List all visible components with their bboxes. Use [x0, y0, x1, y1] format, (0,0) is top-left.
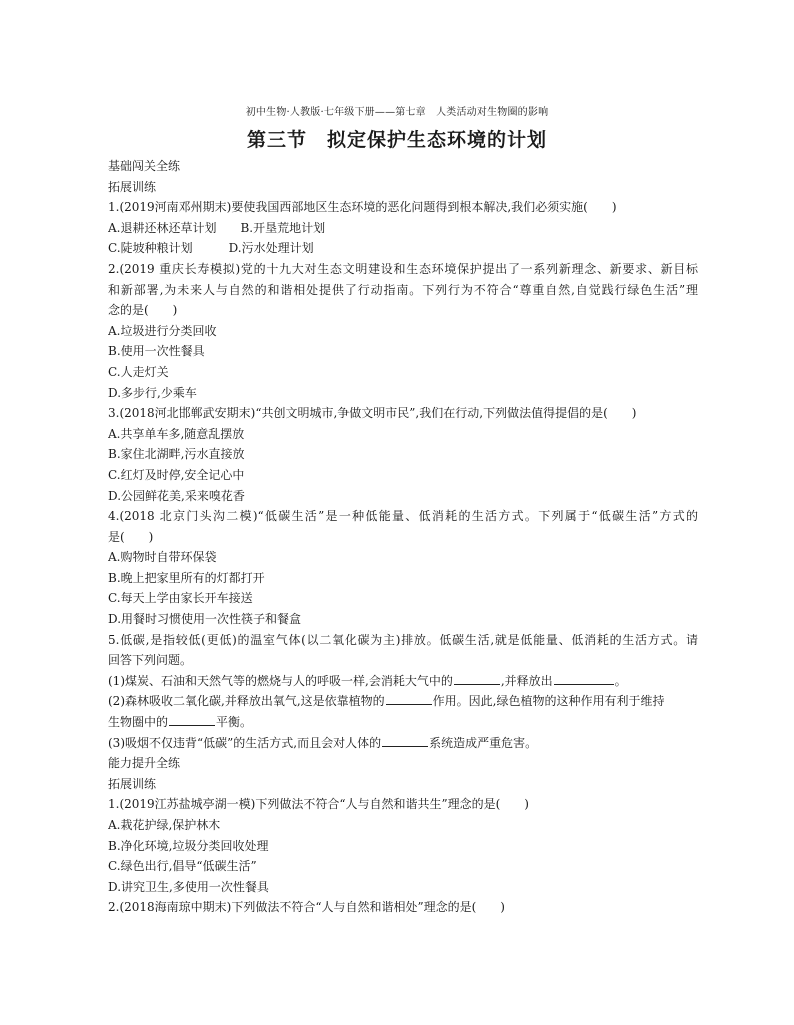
- question-5-sub-1-text: (1)煤炭、石油和天然气等的燃烧与人的呼吸一样,会消耗大气中的: [108, 673, 453, 688]
- question-5-sub-2-text: (2)森林吸收二氧化碳,并释放出氧气,这是依靠植物的: [108, 694, 385, 709]
- question-2-option: C.人走灯关: [108, 364, 169, 379]
- question-5-sub-2: [108, 691, 698, 712]
- question-3-option: D.公园鲜花美,采来嗅花香: [108, 488, 245, 503]
- document-content: [108, 156, 698, 918]
- series-header: 初中生物·人教版·七年级下册——第七章 人类活动对生物圈的影响: [245, 107, 549, 118]
- answer-blank[interactable]: [382, 734, 428, 747]
- question-2-option: D.多步行,少乘车: [108, 385, 197, 400]
- question-5-sub-2-text: 作用。因此,绿色植物的这种作用有利于维持: [432, 694, 665, 709]
- question-4-stem-line: 4.(2018 北京门头沟二模)“低碳生活”是一种低能量、低消耗的生活方式。下列属于“低碳生活”方式的: [108, 509, 698, 524]
- question-5-sub-3-text: (3)吸烟不仅违背“低碳”的生活方式,而且会对人体的: [108, 735, 382, 750]
- question-3-option: C.红灯及时停,安全记心中: [108, 467, 245, 482]
- question-3-option: B.家住北湖畔,污水直接放: [108, 447, 245, 462]
- question-5-sub-1-text: 。: [614, 673, 627, 688]
- ability-question-2-stem: 2.(2018海南琼中期末)下列做法不符合“人与自然和谐相处”理念的是( ): [108, 900, 505, 915]
- answer-blank[interactable]: [454, 672, 500, 685]
- question-4-option: B.晚上把家里所有的灯都打开: [108, 570, 265, 585]
- ability-question-1-stem: 1.(2019江苏盐城亭湖一模)下列做法不符合“人与自然和谐共生”理念的是( ): [108, 797, 529, 812]
- section-subheading-ability: 拓展训练: [108, 776, 157, 791]
- section-heading-basic: 基础闯关全练: [108, 159, 181, 173]
- section-subheading-basic: 拓展训练: [108, 179, 157, 194]
- question-2-stem-line: 和新部署,为未来人与自然的和谐相处提供了行动指南。下列行为不符合“尊重自然,自觉践行绿色生活”理: [108, 282, 698, 297]
- question-4-option: A.购物时自带环保袋: [108, 550, 217, 565]
- ability-question-1-option: D.讲究卫生,多使用一次性餐具: [108, 879, 269, 894]
- page-title: 第三节 拟定保护生态环境的计划: [246, 129, 547, 151]
- question-1-option-row: A.退耕还林还草计划 B.开垦荒地计划: [108, 220, 326, 235]
- question-5-sub-2-text: 生物圈中的: [108, 715, 169, 730]
- question-5-sub-3: [108, 733, 698, 754]
- question-1-stem: 1.(2019河南邓州期末)要使我国西部地区生态环境的恶化问题得到根本解决,我们必须实施( ): [108, 200, 617, 215]
- question-4-option: C.每天上学由家长开车接送: [108, 591, 253, 606]
- question-5-stem-line: 5.低碳,是指较低(更低)的温室气体(以二氧化碳为主)排放。低碳生活,就是低能量、低消耗的生活方式。请: [108, 632, 698, 647]
- answer-blank[interactable]: [554, 672, 614, 685]
- question-5-sub-2-cont: [108, 712, 698, 733]
- question-5-stem-line: 回答下列问题。: [108, 653, 193, 668]
- ability-question-1-option: B.净化环境,垃圾分类回收处理: [108, 838, 269, 853]
- question-3-option: A.共享单车多,随意乱摆放: [108, 426, 245, 441]
- question-5-sub-1-text: ,并释放出: [500, 673, 553, 688]
- section-heading-ability: 能力提升全练: [108, 756, 181, 771]
- question-2-option: A.垃圾进行分类回收: [108, 323, 217, 338]
- question-3-stem: 3.(2018河北邯郸武安期末)“共创文明城市,争做文明市民”,我们在行动,下列做法值得提倡的是( ): [108, 406, 637, 421]
- question-5-sub-2-text: 平衡。: [216, 715, 253, 730]
- question-2-stem-line: 念的是( ): [108, 303, 178, 318]
- question-4-stem-line: 是( ): [108, 529, 154, 544]
- answer-blank[interactable]: [386, 692, 432, 705]
- question-2-stem-line: 2.(2019 重庆长寿模拟)党的十九大对生态文明建设和生态环境保护提出了一系列新理念、新要求、新目标: [108, 261, 698, 276]
- answer-blank[interactable]: [169, 713, 215, 726]
- ability-question-1-option: A.栽花护绿,保护林木: [108, 818, 221, 832]
- ability-question-1-option: C.绿色出行,倡导“低碳生活”: [108, 859, 257, 874]
- question-1-option-row: C.陡坡种粮计划 D.污水处理计划: [108, 241, 314, 256]
- question-5-sub-1: [108, 671, 698, 692]
- question-5-sub-3-text: 系统造成严重危害。: [429, 735, 538, 750]
- question-2-option: B.使用一次性餐具: [108, 344, 205, 359]
- question-4-option: D.用餐时习惯使用一次性筷子和餐盒: [108, 612, 302, 627]
